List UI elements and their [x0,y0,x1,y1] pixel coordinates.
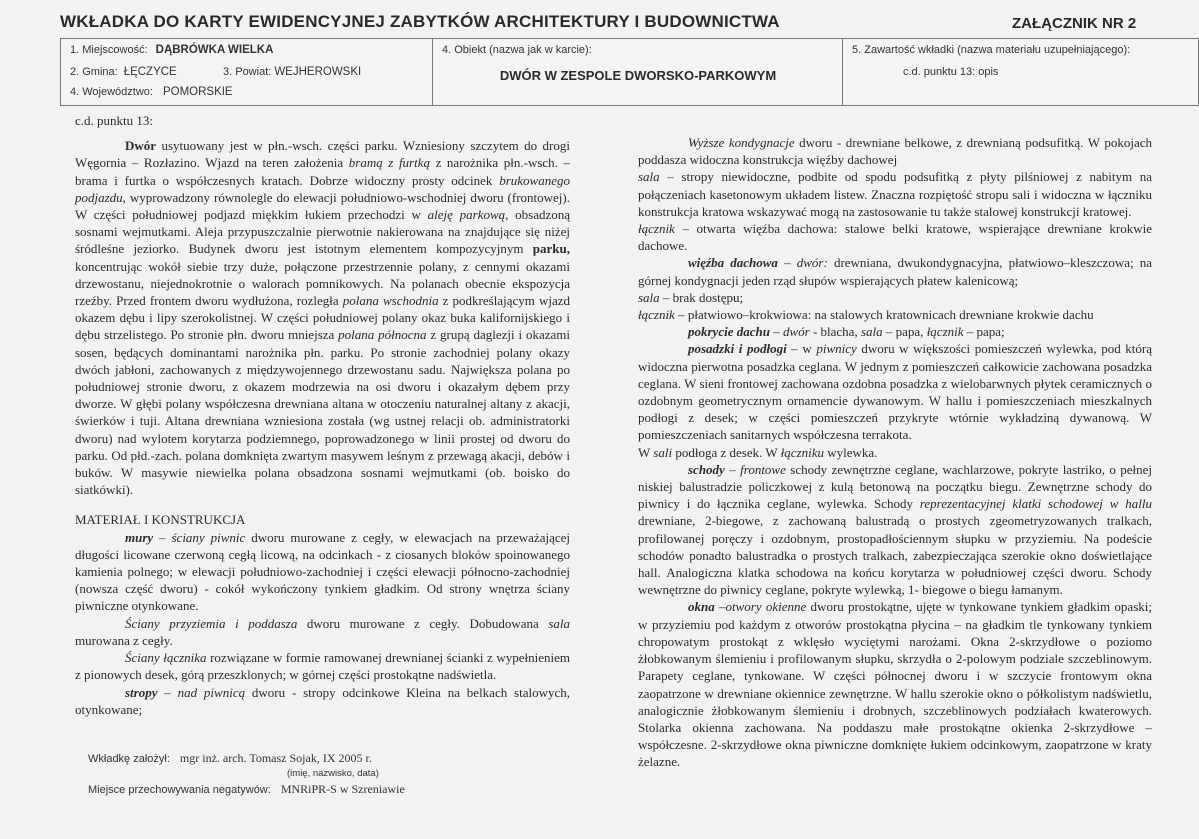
park-description-paragraph: Dwór usytuowany jest w płn.-wsch. części parku. Wzniesiony szczytem do drogi Węgornia – Rozłazino. Wjazd na teren założenia bramą z furtką z narożnika płn.-wsch. – brama i furtka o współczesnych kratach. Dobrze widoczny prosty odcinek brukowanego podjazdu, wyprowadzony równolegle do elewacji południowo-wschodniej dworu (frontowej). W części południowej podjazd miękkim łukiem przechodzi w aleję parkową, obsadzoną sosnami wejmutkami. Aleja przypuszczalnie pierwotnie nakierowana na znajdujące się niżej śródleśne jeziorko. Budynek dworu jest istotnym elementem kompozycyjnym parku, koncentrując wokół siebie trzy duże, połączone przestrzennie polany, z cennymi okazami drzewostanu, niejednokrotnie o walorach pomnikowych. Na polanach obecnie ekspozycja rzeźby. Przed frontem dworu wydłużona, rozległa polana wschodnia z podkreślającym wjazd okazem dębu i lipy szerokolistnej. W części południowej polany okaz buka kalifornijskiego i dębu strzelistego. Po stronie płn. dworu mniejsza polana północna z grupą daglezji i okazami sosen, będących dominantami narożnika płn. parku. Po stronie zachodniej polany okazy dwóch jabłoni, zachowanych z międzywojennego drzewostanu sadu. Największa polana po południowej stronie dworu, z okazem modrzewia na osi dworu i okazałym dębem przy dworze. W głębi polany współczesna drewniana altana w otoczeniu naturalnej altany z akacji, świerków i tuji. Altana drewniana wzniesiona została (wg ustnej relacji ob. administratorki dworu) nad wylotem korytarza podziemnego, poprowadzonego w linii prostej od dworu do parku. Od płd.-zach. polana domknięta zwartym masywem leśnym z przewagą akacji, debów i buków. W masywie niewielka polana obsadzona sosnami wejmutkami (ob. boisko do siatkówki). [75,138,571,498]
ceilings-paragraph: stropy – nad piwnicą dworu - stropy odcinkowe Kleina na belkach stalowych, otynkowane; [75,684,570,717]
floors-paragraph: posadzki i podłogi – w piwnicy dworu w większości pomieszczeń wylewka, pod którą widoczna pierwotna posadzka ceglana. W jednym z pomieszczeń całkowicie zachowana posadzka ceglana. W sieni frontowej zachowana ozdobna posadzka z wielobarwnych płytek ceramicznych o ozdobnym geometrycznym ornamencie dywanowym. W hallu i pomieszczeniach mieszkalnych podłogi z desek; w części pomieszczeń przykryte wtórnie wykładziną dywanową. W pomieszczeniach sanitarnych współczesna terrakota. [638,341,1153,443]
commune-label: 2. Gmina: [70,66,118,78]
negatives-line [88,782,405,797]
roofing-line: pokrycie dachu – dwór - blacha, sala – papa, łącznik – papa; [688,324,1005,340]
author-value: mgr inż. arch. Tomasz Sojak, IX 2005 r. [179,751,372,765]
contents-label: 5. Zawartość wkładki (nazwa materiału uzupełniającego): [852,44,1131,56]
county-label: 3. Powiat: [223,66,272,78]
hall-floor-line: W sali podłoga z desek. W łączniku wylewka. [638,444,878,460]
contents-box [842,38,1199,106]
connector-walls-paragraph: Ściany łącznika rozwiązane w formie ramowanej drewnianej ścianki z wypełnieniem z pionowych desek, górą przeszklonych; w górnej części prostokątne nadświetla. [75,650,570,683]
ground-floor-walls-paragraph: Ściany przyziemia i poddasza dworu murowane z cegły. Dobudowana sala murowana z cegły. [75,615,570,648]
negatives-value: MNRiPR-S w Szreniawie [280,782,405,796]
windows-paragraph: okna –otwory okienne dworu prostokątne, ujęte w tynkowane tynkiem gładkim opaski; w przyziemiu pod każdym z otworów prostokątna płycina – na gładkim tle tynkowany tynkiem chropowatym prostokąt z wklęsło wyciętymi narożami. Okna 2-skrzydłowe o poziomo żłobkowanym ślemieniu i profilowanym słupku, skrzydła o 2-polowym podziale szczeblinowym. Parapety ceglane, tynkowane. W części północnej dworu i w szczycie frontowym okna zaopatrzone w drewniane okiennice zewnętrzne. W hallu szerokie okno o półkolistym nadświetlu, analogicznie żłobkowanym ślemieniu i drobnych, szczeblinowych podziałach kwaterowych. Stolarka okienna zachowana. Na poddaszu małe prostokątne okienka 2-skrzydłowe – współczesne. 2-skrzydłowe okna piwniczne domknięte łukiem odcinkowym, zaopatrzone w kraty żelazne. [638,599,1152,770]
voivodeship-label: 4. Województwo: [70,86,153,98]
negatives-label: Miejsce przechowywania negatywów: [88,784,271,796]
right-column [638,134,1152,771]
author-line [88,751,372,766]
continuation-label: c.d. punktu 13: [75,113,153,128]
materials-heading: MATERIAŁ I KONSTRUKCJA [75,512,246,528]
hall-ceiling-paragraph: sala – stropy niewidoczne, podbite od spodu podsufitką z płyty pilśniowej z nabitym na połączeniach kasetonowym układem listew. Znaczna rozpiętość stropu sali i widoczna w łączniku konstrukcja kratowa wskazywać mogą na zastosowanie tu także stalowej konstrukcji kratowej. [638,169,1152,219]
attachment-number: ZAŁĄCZNIK NR 2 [1012,15,1137,32]
upper-floors-paragraph: Wyższe kondygnacje dworu - drewniane belkowe, z drewnianą podsufitką. W pokojach poddasza widoczna konstrukcja więźby dachowej [638,135,1152,168]
author-note: (imię, nazwisko, data) [287,768,379,779]
contents-value: c.d. punktu 13: opis [903,66,999,78]
roof-truss-paragraph: więźba dachowa – dwór: drewniana, dwukondygnacyjna, płatwiowo–kleszczowa; na górnej kondygnacji jeden rząd słupów wspierających płatew kalenicową; [638,255,1152,288]
commune-value: ŁĘCZYCE [123,66,177,78]
author-label: Wkładkę założył: [88,753,170,765]
county-value: WEJHEROWSKI [274,66,362,78]
stairs-paragraph: schody – frontowe schody zewnętrzne ceglane, wachlarzowe, pokryte lastriko, o pełnej niskiej balustradzie policzkowej z kulą betonową na początku biegu. Zewnętrzne schody do piwnicy i do łącznika ceglane, wylewka. Schody reprezentacyjnej klatki schodowej w hallu drewniane, 2-biegowe, z zachowaną balustradą o prostych zgeometryzowanych tralkach, profilowanej poręczy i ozdobnym, prostopadłościennym słupku w przyziemiu. Na podeście schodów ponadto balustradka o prostych tralkach, zabezpieczająca szerokie okno doświetlające hall. Analogiczna klatka schodowa na końcu korytarza w południowej części dworu. Schody wewnętrzne do piwnicy ceglane, pokryte wylewką, 1- biegowe o biegu łamanym. [638,461,1152,598]
document-title: WKŁADKA DO KARTY EWIDENCYJNEJ ZABYTKÓW ARCHITEKTURY I BUDOWNICTWA [60,12,780,31]
connector-roof-paragraph: łącznik – otwarta więźba dachowa: stalowe belki kratowe, wspierające drewniane krokwie dachowe. [638,221,1152,254]
walls-paragraph: mury – ściany piwnic dworu murowane z cegły, w elewacjach na przeważającej długości licowane czerwoną cegłą licową, na odcinkach - z ciosanych bloków spoinowanego kamienia polnego; w elewacji południowo-zachodniej i części elewacji północno-zachodniej (nowsza część dworu) - cokół wykończony tynkiem gładkim. Od strony wnętrza ściany piwniczne otynkowane. [75,529,570,614]
location-box [60,38,434,106]
locality-value: DĄBRÓWKA WIELKA [155,44,274,56]
voivodeship-value: POMORSKIE [162,86,233,98]
object-box [432,38,844,106]
hall-truss-line: sala – brak dostępu; [638,289,744,305]
object-label: 4. Obiekt (nazwa jak w karcie): [442,44,592,56]
connector-truss-line: łącznik – płatwiowo–krokwiowa: na stalowych kratownicach drewniane krokwie dachu [638,307,1094,323]
left-column [75,112,570,718]
locality-label: 1. Miejscowość: [70,44,148,56]
object-name: DWÓR W ZESPOLE DWORSKO-PARKOWYM [499,68,777,83]
